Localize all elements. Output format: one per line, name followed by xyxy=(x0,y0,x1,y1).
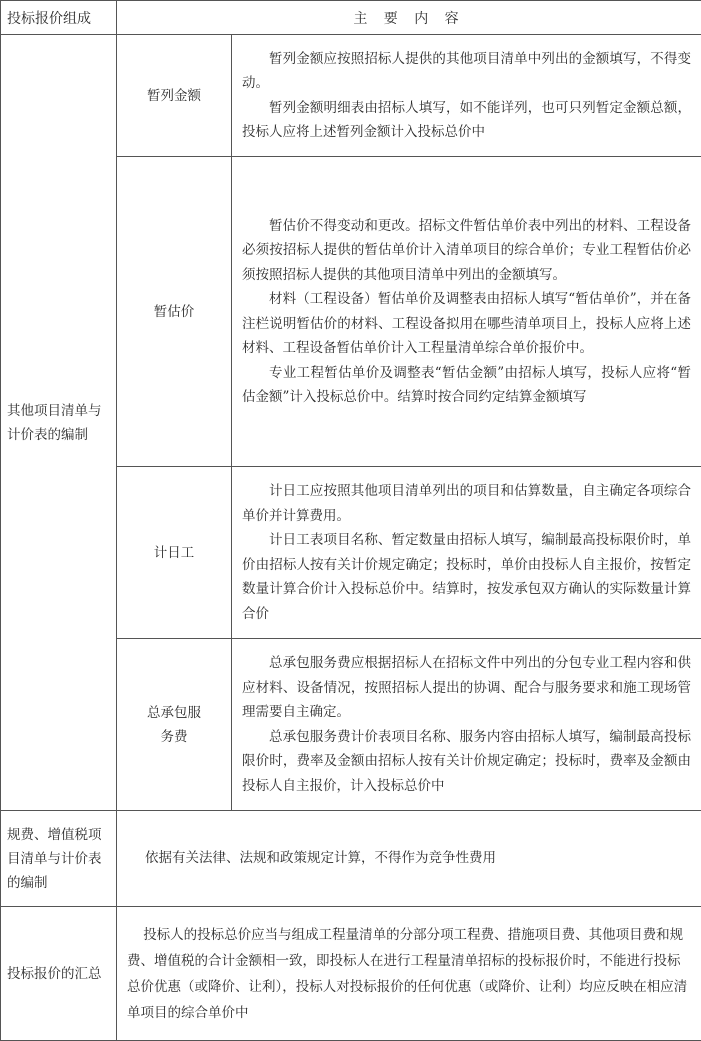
content-paragraph: 总承包服务费计价表项目名称、服务内容由招标人填写，编制最高投标限价时，费率及金额由招标人按有关计价规定确定；投标时，费率及金额由投标人自主报价，计入投标总价中 xyxy=(242,725,691,799)
header-composition: 投标报价组成 xyxy=(1,1,117,35)
content-paragraph: 总承包服务费应根据招标人在招标文件中列出的分包专业工程内容和供应材料、设备情况，按照招标人提出的协调、配合与服务要求和施工现场管理需要自主确定。 xyxy=(242,651,691,725)
content-cell xyxy=(232,467,701,639)
category-other-items xyxy=(1,35,117,811)
subcategory-name: 暂估价 xyxy=(117,157,232,467)
content-paragraph: 计日工应按照其他项目清单列出的项目和估算数量，自主确定各项综合单价并计算费用。 xyxy=(242,479,691,528)
table-row xyxy=(1,35,701,157)
content-paragraph: 材料（工程设备）暂估单价及调整表由招标人填写“暂估单价”，并在备注栏说明暂估价的材料、工程设备拟用在哪些清单项目上，投标人应将上述材料、工程设备暂估单价计入工程量清单综合单价报价中。 xyxy=(242,287,691,361)
header-row xyxy=(1,1,701,35)
content-paragraph: 专业工程暂估单价及调整表“暂估金额”由招标人填写，投标人应将“暂估金额”计入投标总价中。结算时按合同约定结算金额填写 xyxy=(242,361,691,410)
content-paragraph: 暂列金额明细表由招标人填写，如不能详列，也可只列暂定金额总额，投标人应将上述暂列金额计入投标总价中 xyxy=(242,96,691,145)
category-label: 规费、增值税项目清单与计价表的编制 xyxy=(7,827,102,891)
content-paragraph: 暂估价不得变动和更改。招标文件暂估单价表中列出的材料、工程设备必须按招标人提供的暂估单价计入清单项目的综合单价；专业工程暂估价必须按照招标人提供的其他项目清单中列出的金额填写。 xyxy=(242,214,691,288)
category-label: 投标报价的汇总 xyxy=(7,966,102,982)
category-fees xyxy=(1,811,117,907)
subcategory-name: 计日工 xyxy=(117,467,232,639)
category-label: 其他项目清单与计价表的编制 xyxy=(7,403,102,443)
table-row xyxy=(1,907,701,1041)
content-cell xyxy=(232,157,701,467)
content-cell xyxy=(117,907,701,1041)
content-cell xyxy=(232,35,701,157)
category-summary xyxy=(1,907,117,1041)
content-paragraph: 依据有关法律、法规和政策规定计算，不得作为竞争性费用 xyxy=(145,850,496,866)
content-paragraph: 暂列金额应按照招标人提供的其他项目清单中列出的金额填写，不得变动。 xyxy=(242,47,691,96)
header-main-content: 主 要 内 容 xyxy=(117,1,701,35)
subcategory-name: 总承包服务费 xyxy=(117,639,232,811)
table-row xyxy=(1,811,701,907)
subcategory-name: 暂列金额 xyxy=(117,35,232,157)
content-paragraph: 计日工表项目名称、暂定数量由招标人填写，编制最高投标限价时，单价由招标人按有关计价规定确定；投标时，单价由投标人自主报价，按暂定数量计算合价计入投标总价中。结算时，按发承包双方确认的实际数量计算合价 xyxy=(242,528,691,626)
content-cell xyxy=(117,811,701,907)
content-cell xyxy=(232,639,701,811)
content-paragraph: 投标人的投标总价应当与组成工程量清单的分部分项工程费、措施项目费、其他项目费和规费、增值税的合计金额相一致，即投标人在进行工程量清单招标的投标报价时，不能进行投标总价优惠（或降价、让利），投标人对投标报价的任何优惠（或降价、让利）均应反映在相应清单项目的综合单价中 xyxy=(127,922,691,1026)
